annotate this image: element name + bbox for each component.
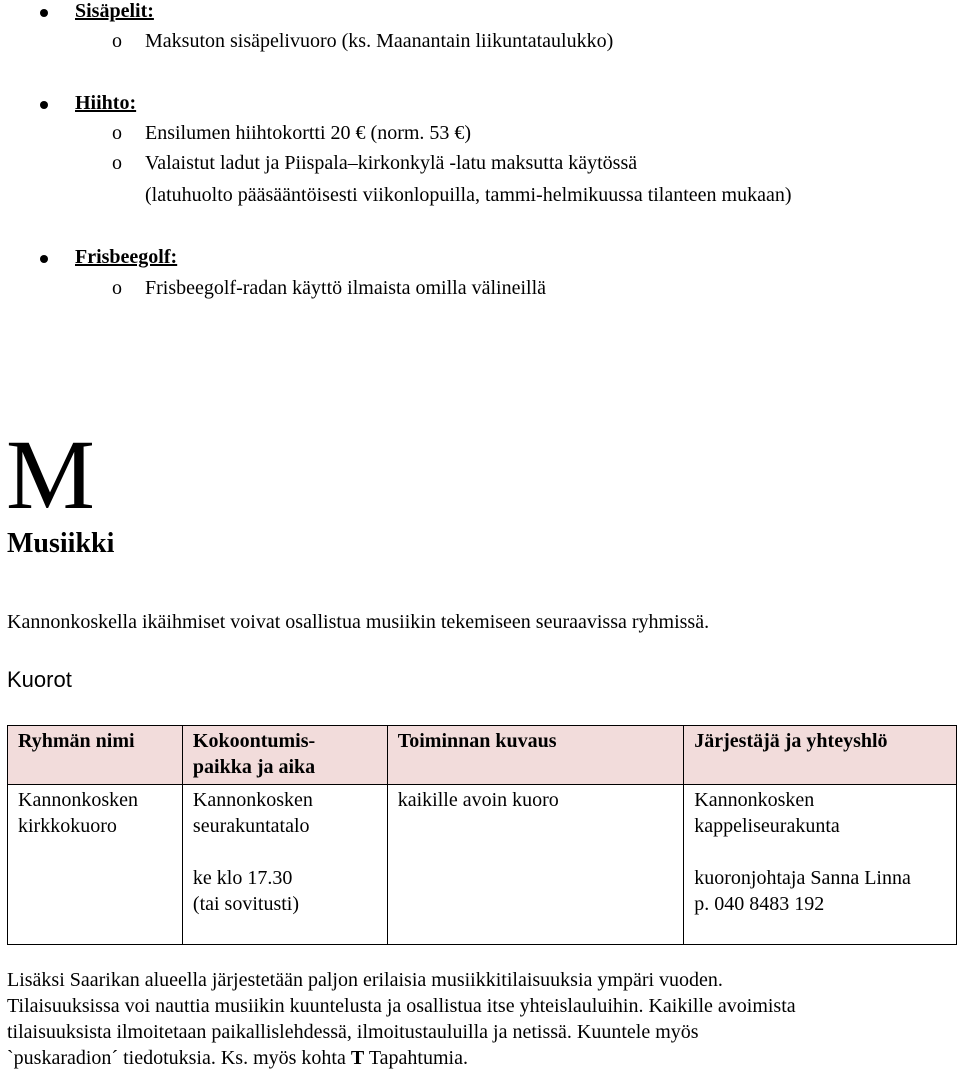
bullet-icon — [40, 9, 48, 17]
chapter-letter: M — [6, 419, 95, 530]
header-description: Toiminnan kuvaus — [387, 726, 684, 785]
subheading-kuorot: Kuorot — [7, 667, 72, 692]
sub-bullet-marker: o — [112, 277, 122, 299]
cell-description: kaikille avoin kuoro — [387, 785, 684, 945]
list-item-continuation: (latuhuolto pääsääntöisesti viikonlopuilla, tammi-helmikuussa tilanteen mukaan) — [145, 184, 792, 206]
sub-bullet-marker: o — [112, 152, 122, 174]
closing-paragraph: Lisäksi Saarikan alueella järjestetään paljon erilaisia musiikkitilaisuuksia ympäri vuoden. Tilaisuuksissa voi nauttia musiikin kuuntelusta ja osallistua itse yhteislauluihin. Kaikille avoimista tilaisuuksista ilmoitetaan paikallislehdessä, ilmoitustauluilla ja netissä. Kuuntele myös `puskaradion´ tiedotuksia. Ks. myös kohta T Tapahtumia. — [7, 969, 796, 1069]
sub-bullet-marker: o — [112, 122, 122, 144]
heading-hiihto[interactable]: Hiihto: — [75, 92, 137, 114]
section-title: Musiikki — [7, 528, 115, 559]
bullet-icon — [40, 101, 48, 109]
header-organizer: Järjestäjä ja yhteyshlö — [684, 726, 957, 785]
cell-organizer: Kannonkosken kappeliseurakunta kuoronjohtaja Sanna Linna p. 040 8483 192 — [684, 785, 957, 945]
table-header-row — [8, 726, 957, 785]
cell-group-name: Kannonkosken kirkkokuoro — [8, 785, 183, 945]
table-row — [8, 785, 957, 945]
header-group-name: Ryhmän nimi — [8, 726, 183, 785]
choir-table — [7, 725, 957, 945]
sub-bullet-marker: o — [112, 30, 122, 52]
cross-reference-letter: T — [350, 1047, 365, 1069]
bullet-icon — [40, 255, 48, 263]
heading-sisapelit[interactable]: Sisäpelit: — [75, 0, 154, 22]
heading-frisbeegolf[interactable]: Frisbeegolf: — [75, 246, 178, 268]
list-item: Valaistut ladut ja Piispala–kirkonkylä -latu maksutta käytössä — [145, 152, 638, 174]
list-item: Frisbeegolf-radan käyttö ilmaista omilla välineillä — [145, 277, 546, 299]
header-place-time: Kokoontumis- paikka ja aika — [182, 726, 387, 785]
cell-place-time: Kannonkosken seurakuntatalo ke klo 17.30 (tai sovitusti) — [182, 785, 387, 945]
intro-text: Kannonkoskella ikäihmiset voivat osallistua musiikin tekemiseen seuraavissa ryhmissä. — [7, 611, 710, 633]
list-item: Maksuton sisäpelivuoro (ks. Maanantain liikuntataulukko) — [145, 30, 614, 52]
list-item: Ensilumen hiihtokortti 20 € (norm. 53 €) — [145, 122, 472, 144]
